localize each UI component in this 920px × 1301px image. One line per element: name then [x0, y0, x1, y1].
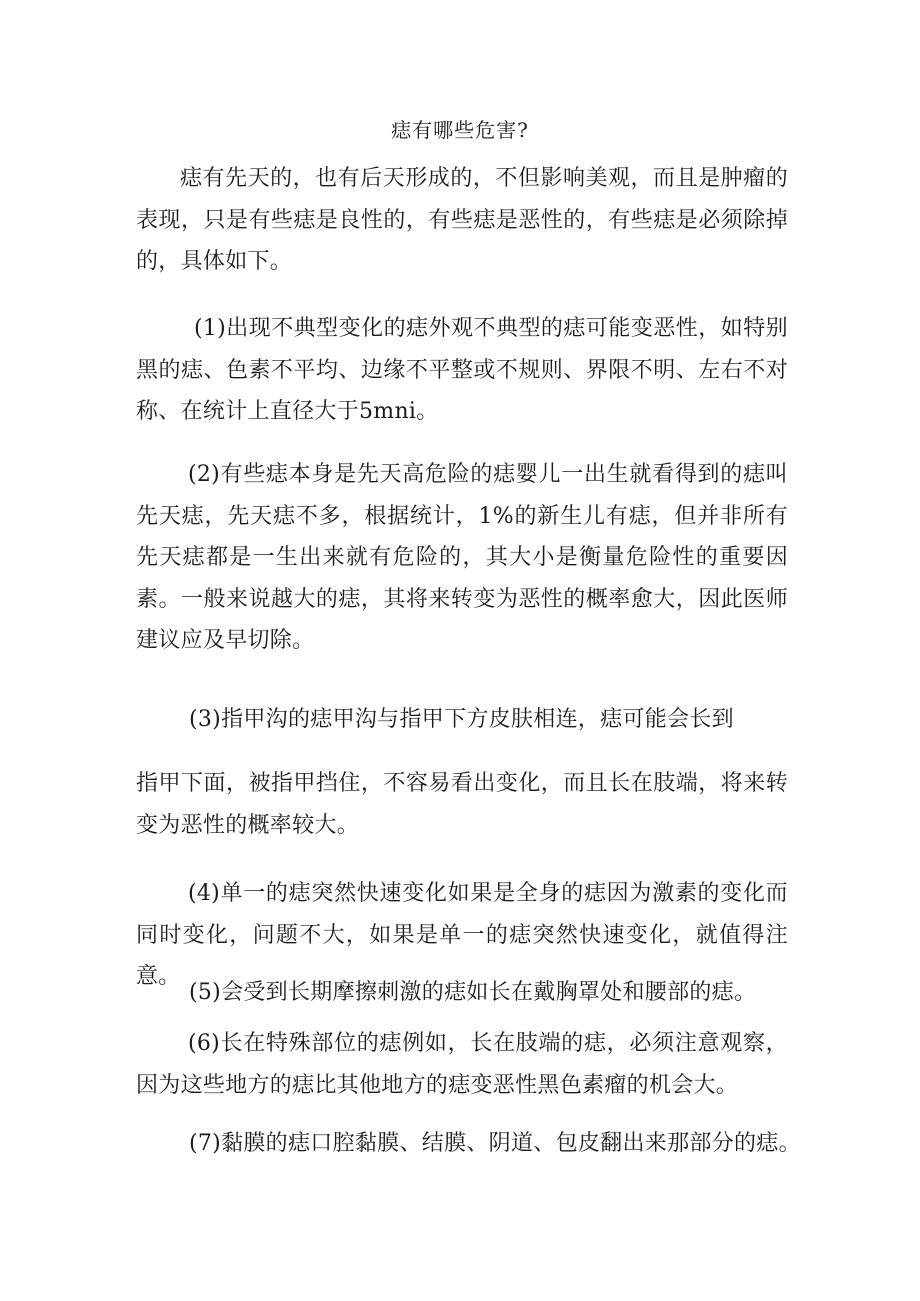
- item-2-paragraph: (2)有些痣本身是先天高危险的痣婴儿一出生就看得到的痣叫先天痣，先天痣不多，根据统计，1%的新生儿有痣，但并非所有先天痣都是一生出来就有危险的，其大小是衡量危险性的重要因素。一般来说越大的痣，其将来转变为恶性的概率愈大，因此医师建议应及早切除。: [136, 462, 788, 653]
- intro-paragraph: 痣有先天的，也有后天形成的，不但影响美观，而且是肿瘤的表现，只是有些痣是良性的，有些痣是恶性的，有些痣是必须除掉的，具体如下。: [136, 166, 788, 274]
- item-1-paragraph: (1)出现不典型变化的痣外观不典型的痣可能变恶性，如特别黑的痣、色素不平均、边缘不平整或不规则、界限不明、左右不对称、在统计上直径大于5mni。: [136, 316, 788, 424]
- item-5-paragraph: (5)会受到长期摩擦刺激的痣如长在戴胸罩处和腰部的痣。: [189, 980, 757, 1005]
- item-6-paragraph: (6)长在特殊部位的痣例如，长在肢端的痣，必须注意观察，因为这些地方的痣比其他地方的痣变恶性黑色素瘤的机会大。: [136, 1031, 788, 1098]
- item-7-paragraph: (7)黏膜的痣口腔黏膜、结膜、阴道、包皮翻出来那部分的痣。: [189, 1131, 801, 1156]
- item-4-paragraph: (4)单一的痣突然快速变化如果是全身的痣因为激素的变化而同时变化，问题不大，如果是单一的痣突然快速变化，就值得注意。: [136, 881, 788, 989]
- document-title: 痣有哪些危害?: [391, 118, 529, 142]
- item-3-paragraph-continuation: 指甲下面，被指甲挡住，不容易看出变化，而且长在肢端，将来转变为恶性的概率较大。: [136, 771, 788, 838]
- item-3-paragraph-first-line: (3)指甲沟的痣甲沟与指甲下方皮肤相连，痣可能会长到: [189, 707, 734, 732]
